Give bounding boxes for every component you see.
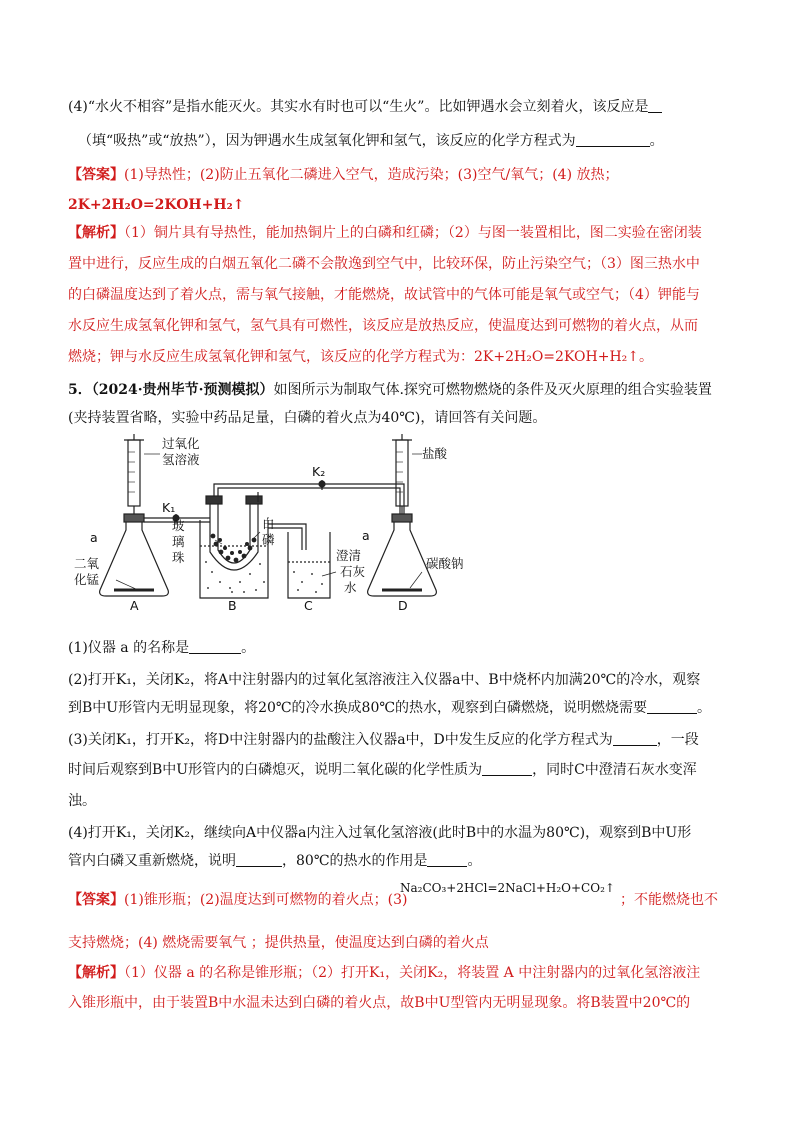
q5-part-4-line-2: 管内白磷又重新燃烧，说明 ，80℃的热水的作用是 。 bbox=[68, 853, 482, 869]
label-beads-2: 璃 bbox=[172, 534, 185, 549]
q5-part-4-line-1: (4)打开K₁，关闭K₂，继续向A中仪器a内注入过氧化氢溶液(此时B中的水温为80℃)，观察到B中U形 bbox=[68, 825, 692, 841]
q5-part-1: (1)仪器 a 的名称是 。 bbox=[68, 640, 256, 656]
answer-5-line-2: 支持燃烧；(4) 燃烧需要氧气 ；提供热量，使温度达到白磷的着火点 bbox=[68, 935, 489, 951]
label-h2o2-1: 过氧化 bbox=[162, 436, 200, 451]
flask-a bbox=[100, 520, 169, 596]
label-na2co3: 碳酸钠 bbox=[426, 556, 464, 571]
q4-line-1: (4)“水火不相容”是指水能灭火。其实水有时也可以“生火”。比如钾遇水会立刻着火，该反应是 bbox=[68, 97, 662, 117]
label-C: C bbox=[304, 598, 313, 612]
apparatus-figure bbox=[60, 432, 500, 612]
answer-blank bbox=[613, 731, 657, 746]
q4-line-2: （填“吸热”或“放热”），因为钾遇水生成氢氧化钾和氢气，该反应的化学方程式为 。 bbox=[78, 133, 664, 149]
q5-part-3-line-3: 浊。 bbox=[68, 793, 96, 809]
answer-blank bbox=[236, 852, 282, 867]
answer-5-line-1-end: ；不能燃烧也不 bbox=[620, 892, 718, 908]
label-k1: K₁ bbox=[162, 500, 176, 515]
q5-part-2-line-2: 到B中U形管内无明显现象，将20℃的冷水换成80℃的热水，观察到白磷燃烧，说明燃烧需要 。 bbox=[68, 700, 712, 716]
syringe-d bbox=[396, 440, 408, 506]
label-mno2-1: 二氧 bbox=[74, 556, 100, 571]
label-lime-2: 石灰 bbox=[340, 564, 366, 579]
answer-blank bbox=[647, 699, 697, 714]
q5-part-2-line-1: (2)打开K₁，关闭K₂，将A中注射器内的过氧化氢溶液注入仪器a中、B中烧杯内加满20℃的冷水，观察 bbox=[68, 672, 701, 688]
answer-blank bbox=[427, 852, 467, 867]
q5-line-2: (夹持装置省略，实验中药品足量，白磷的着火点为40℃)，请回答有关问题。 bbox=[68, 410, 547, 426]
label-phos-1: 白 bbox=[262, 516, 275, 531]
q5-part-3-line-2: 时间后观察到B中U形管内的白磷熄灭，说明二氧化碳的化学性质为 ，同时C中澄清石灰水变浑 bbox=[68, 762, 697, 778]
label-lime-1: 澄清 bbox=[336, 548, 362, 563]
analysis-4-line-4: 水反应生成氢氧化钾和氢气，氢气具有可燃性，该反应是放热反应，使温度达到可燃物的着火点，从而 bbox=[68, 318, 698, 334]
label-beads-3: 珠 bbox=[172, 550, 185, 565]
label-A: A bbox=[130, 598, 139, 612]
analysis-4-line-3: 的白磷温度达到了着火点，需与氧气接触，才能燃烧，故试管中的气体可能是氧气或空气；（4）钾能与 bbox=[68, 287, 700, 303]
q5-part-3-line-1: (3)关闭K₁，打开K₂，将D中注射器内的盐酸注入仪器a中，D中发生反应的化学方程式为 ，一段 bbox=[68, 732, 699, 748]
answer-blank bbox=[189, 639, 241, 654]
answer-5-equation: Na₂CO₃+2HCl=2NaCl+H₂O+CO₂↑ bbox=[400, 881, 615, 895]
analysis-4-line-2: 置中进行，反应生成的白烟五氧化二磷不会散逸到空气中，比较环保，防止污染空气；（3）图三热水中 bbox=[68, 256, 700, 272]
label-k2: K₂ bbox=[312, 464, 326, 479]
label-phos-2: 磷 bbox=[262, 532, 275, 547]
answer-blank bbox=[482, 761, 532, 776]
label-B: B bbox=[228, 598, 237, 612]
label-lime-3: 水 bbox=[344, 580, 357, 595]
label-a-right: a bbox=[362, 528, 370, 543]
label-h2o2-2: 氢溶液 bbox=[162, 452, 200, 467]
answer-blank bbox=[576, 132, 650, 147]
analysis-4-line-5: 燃烧；钾与水反应生成氢氧化钾和氢气，该反应的化学方程式为：2K+2H₂O=2KOH+H₂↑。 bbox=[68, 349, 653, 365]
answer-4: 【答案】(1)导热性；(2)防止五氧化二磷进入空气，造成污染；(3)空气/氧气；(4) 放热； bbox=[68, 167, 619, 183]
analysis-4-line-1: 【解析】（1）铜片具有导热性，能加热铜片上的白磷和红磷；（2）与图一装置相比，图二实验在密闭装 bbox=[68, 225, 702, 241]
label-mno2-2: 化锰 bbox=[74, 572, 100, 587]
answer-blank bbox=[648, 98, 662, 113]
label-beads-1: 玻 bbox=[172, 518, 185, 533]
answer-5-line-1: 【答案】(1)锥形瓶；(2)温度达到可燃物的着火点；(3) bbox=[68, 892, 408, 908]
beaker-c bbox=[288, 532, 330, 598]
syringe-a bbox=[128, 440, 140, 506]
label-hcl: 盐酸 bbox=[422, 446, 448, 461]
analysis-5-line-1: 【解析】（1）仪器 a 的名称是锥形瓶；（2）打开K₁，关闭K₂，将装置 A 中注射器内的过氧化氢溶液注 bbox=[68, 965, 701, 981]
label-a-left: a bbox=[90, 530, 98, 545]
q5-line-1: 5．（2024·贵州毕节·预测模拟）如图所示为制取气体.探究可燃物燃烧的条件及灭火原理的组合实验装置 bbox=[68, 382, 712, 398]
answer-4-equation: 2K+2H₂O=2KOH+H₂↑ bbox=[68, 197, 245, 213]
label-D: D bbox=[398, 598, 408, 612]
analysis-5-line-2: 入锥形瓶中，由于装置B中水温未达到白磷的着火点，故B中U型管内无明显现象。将B装置中20℃的 bbox=[68, 995, 691, 1011]
